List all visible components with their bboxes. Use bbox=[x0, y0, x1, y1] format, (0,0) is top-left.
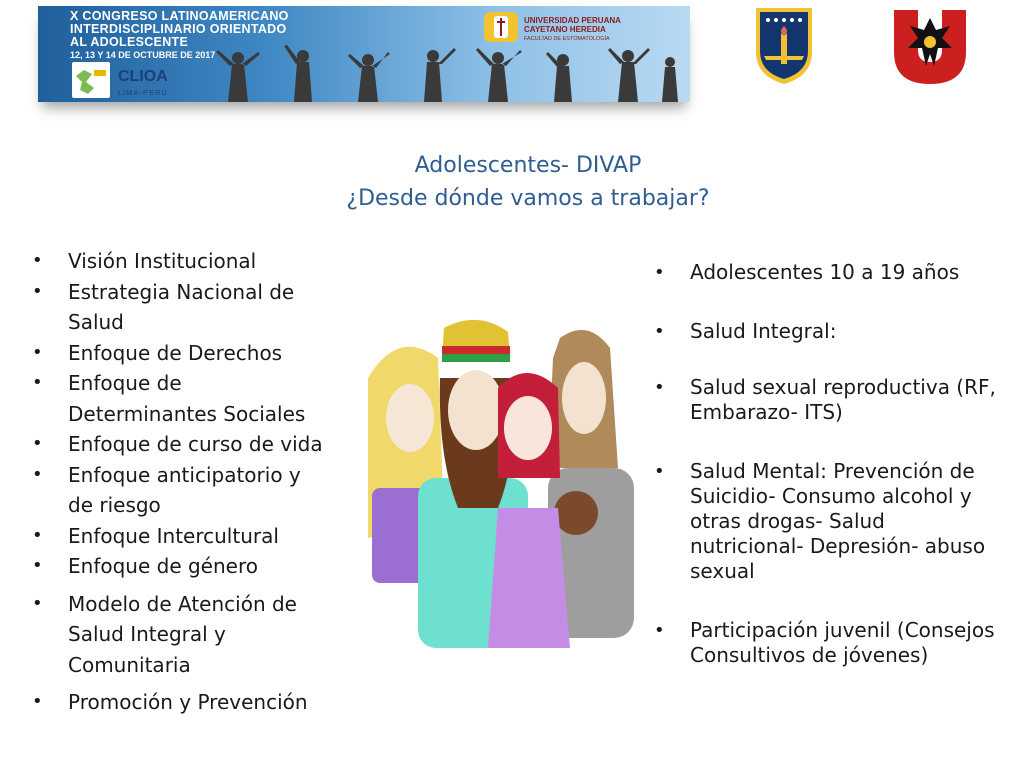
upch-name bbox=[524, 16, 690, 34]
slide-title: Adolescentes- DIVAP bbox=[414, 153, 642, 178]
bullet-icon: • bbox=[32, 372, 43, 393]
focus-list bbox=[654, 260, 1000, 668]
bullet-icon: • bbox=[32, 433, 43, 454]
banner-date: 12, 13 Y 14 DE OCTUBRE DE 2017 bbox=[70, 50, 216, 60]
list-item-text: Enfoque de curso de vida bbox=[68, 432, 323, 456]
list-item-text: Enfoque anticipatorio y de riesgo bbox=[68, 462, 301, 517]
list-item-text: Salud Mental: Prevención de Suicidio- Consumo alcohol y otras drogas- Salud nutricional- Depresión- abuso sexual bbox=[690, 459, 986, 583]
list-item bbox=[32, 338, 328, 369]
upch-seal-icon bbox=[484, 12, 518, 42]
bullet-icon: • bbox=[32, 524, 43, 546]
list-item-text: Visión Institucional bbox=[68, 249, 257, 273]
list-item bbox=[654, 618, 1000, 668]
list-item-text: Salud Integral: bbox=[690, 319, 837, 343]
list-item bbox=[32, 687, 328, 718]
figure-girl-purple bbox=[488, 373, 570, 648]
bullet-icon: • bbox=[32, 555, 43, 576]
list-item-text: Enfoque de Determinantes Sociales bbox=[68, 371, 306, 426]
bullet-icon: • bbox=[32, 463, 43, 485]
list-item bbox=[32, 551, 328, 582]
list-item bbox=[32, 521, 328, 552]
list-item-text: Enfoque Intercultural bbox=[68, 523, 279, 548]
list-item-text: Salud sexual reproductiva (RF, Embarazo- ITS) bbox=[690, 375, 996, 424]
banner-title-line-2: INTERDISCIPLINARIO ORIENTADO bbox=[70, 22, 287, 36]
bullet-icon: • bbox=[32, 592, 43, 614]
university-crest-red-icon bbox=[892, 8, 968, 86]
list-item bbox=[32, 429, 328, 460]
bullet-icon: • bbox=[654, 321, 665, 342]
list-item bbox=[654, 375, 1000, 425]
banner-title-line-3: AL ADOLESCENTE bbox=[70, 35, 189, 49]
bullet-icon: • bbox=[654, 377, 665, 398]
bullet-icon: • bbox=[654, 620, 665, 641]
list-item-text: Promoción y Prevención bbox=[68, 690, 308, 714]
list-item-text: Modelo de Atención de Salud Integral y Comunitaria bbox=[68, 591, 297, 677]
university-crest-blue-icon bbox=[752, 6, 816, 86]
list-item-text: Participación juvenil (Consejos Consultivos de jóvenes) bbox=[690, 618, 995, 667]
upch-faculty: FACULTAD DE ESTOMATOLOGÍA bbox=[524, 36, 610, 42]
clioa-name: CLIOA bbox=[118, 68, 168, 85]
banner-title-line-1: X CONGRESO LATINOAMERICANO bbox=[70, 9, 289, 23]
upch-name-line-2: CAYETANO HEREDIA bbox=[524, 25, 606, 34]
slide-subtitle: ¿Desde dónde vamos a trabajar? bbox=[346, 186, 710, 211]
list-item bbox=[32, 589, 328, 681]
bullet-icon: • bbox=[32, 691, 43, 712]
bullet-icon: • bbox=[32, 280, 43, 302]
list-item bbox=[32, 277, 328, 338]
clioa-logo-icon bbox=[72, 62, 110, 98]
list-item bbox=[32, 246, 328, 277]
list-item bbox=[32, 368, 328, 429]
list-item bbox=[654, 319, 1000, 344]
list-item bbox=[32, 460, 328, 521]
approach-list bbox=[32, 246, 328, 718]
clioa-location: LIMA-PERÚ bbox=[118, 88, 168, 97]
bullet-icon: • bbox=[654, 262, 665, 283]
list-item-text: Adolescentes 10 a 19 años bbox=[690, 260, 960, 284]
list-item bbox=[654, 459, 1000, 584]
bullet-icon: • bbox=[654, 461, 665, 482]
list-item-text: Enfoque de Derechos bbox=[68, 340, 283, 365]
bullet-icon: • bbox=[32, 250, 43, 271]
list-item-text: Enfoque de género bbox=[68, 554, 258, 578]
congress-banner bbox=[38, 6, 690, 102]
list-item-text: Estrategia Nacional de Salud bbox=[68, 279, 295, 334]
bullet-icon: • bbox=[32, 341, 43, 363]
upch-name-line-1: UNIVERSIDAD PERUANA bbox=[524, 16, 621, 25]
adolescents-illustration bbox=[348, 318, 638, 648]
youth-silhouettes-icon bbox=[208, 44, 688, 102]
list-item bbox=[654, 260, 1000, 285]
